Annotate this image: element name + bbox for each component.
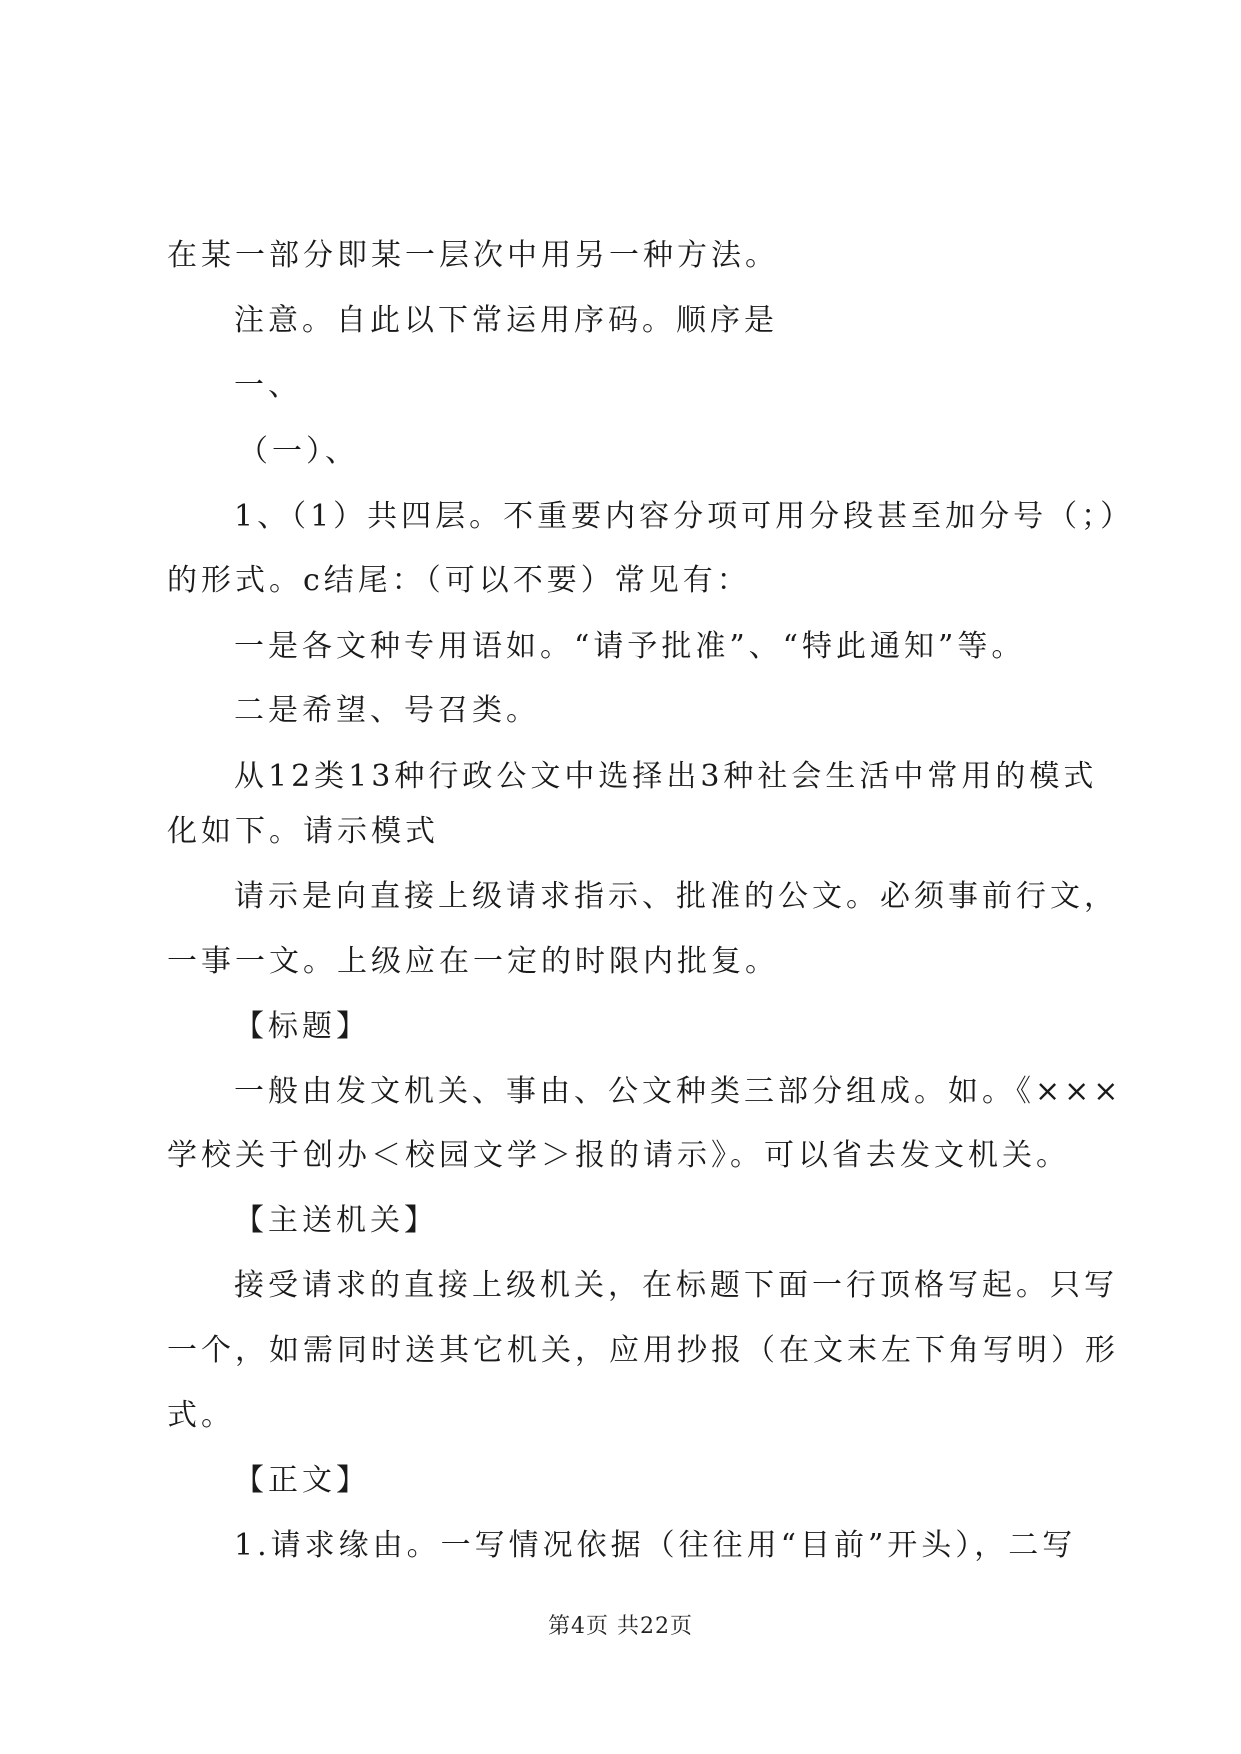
body-line: 学校关于创办＜校园文学＞报的请示》。可以省去发文机关。 <box>167 1138 1070 1173</box>
body-line: 化如下。请示模式 <box>167 814 439 849</box>
body-line: 一般由发文机关、事由、公文种类三部分组成。如。《××× <box>234 1074 1123 1109</box>
body-line: 从12类13种行政公文中选择出3种社会生活中常用的模式 <box>234 759 1098 794</box>
body-line: 1、（1）共四层。不重要内容分项可用分段甚至加分号（；） <box>234 499 1135 534</box>
body-line: 接受请求的直接上级机关，在标题下面一行顶格写起。只写 <box>234 1268 1118 1303</box>
body-line: （一）、 <box>238 434 359 469</box>
body-line: 请示是向直接上级请求指示、批准的公文。必须事前行文， <box>234 879 1118 914</box>
body-line: 的形式。c结尾：（可以不要）常见有： <box>167 563 751 598</box>
body-line: 一、 <box>234 368 302 403</box>
body-line: 式。 <box>167 1398 235 1433</box>
body-line: 1.请求缘由。一写情况依据（往往用“目前”开头），二写 <box>234 1528 1077 1563</box>
section-heading: 【主送机关】 <box>234 1203 438 1238</box>
body-line: 一是各文种专用语如。“请予批准”、“特此通知”等。 <box>234 629 1026 664</box>
section-heading: 【标题】 <box>234 1009 370 1044</box>
body-line: 一事一文。上级应在一定的时限内批复。 <box>167 944 779 979</box>
body-line: 在某一部分即某一层次中用另一种方法。 <box>167 238 779 273</box>
body-line: 一个，如需同时送其它机关，应用抄报（在文末左下角写明）形 <box>167 1333 1119 1368</box>
body-line: 注意。自此以下常运用序码。顺序是 <box>234 303 778 338</box>
body-line: 二是希望、号召类。 <box>234 693 540 728</box>
section-heading: 【正文】 <box>234 1463 370 1498</box>
page-number-footer: 第4页 共22页 <box>548 1614 693 1639</box>
